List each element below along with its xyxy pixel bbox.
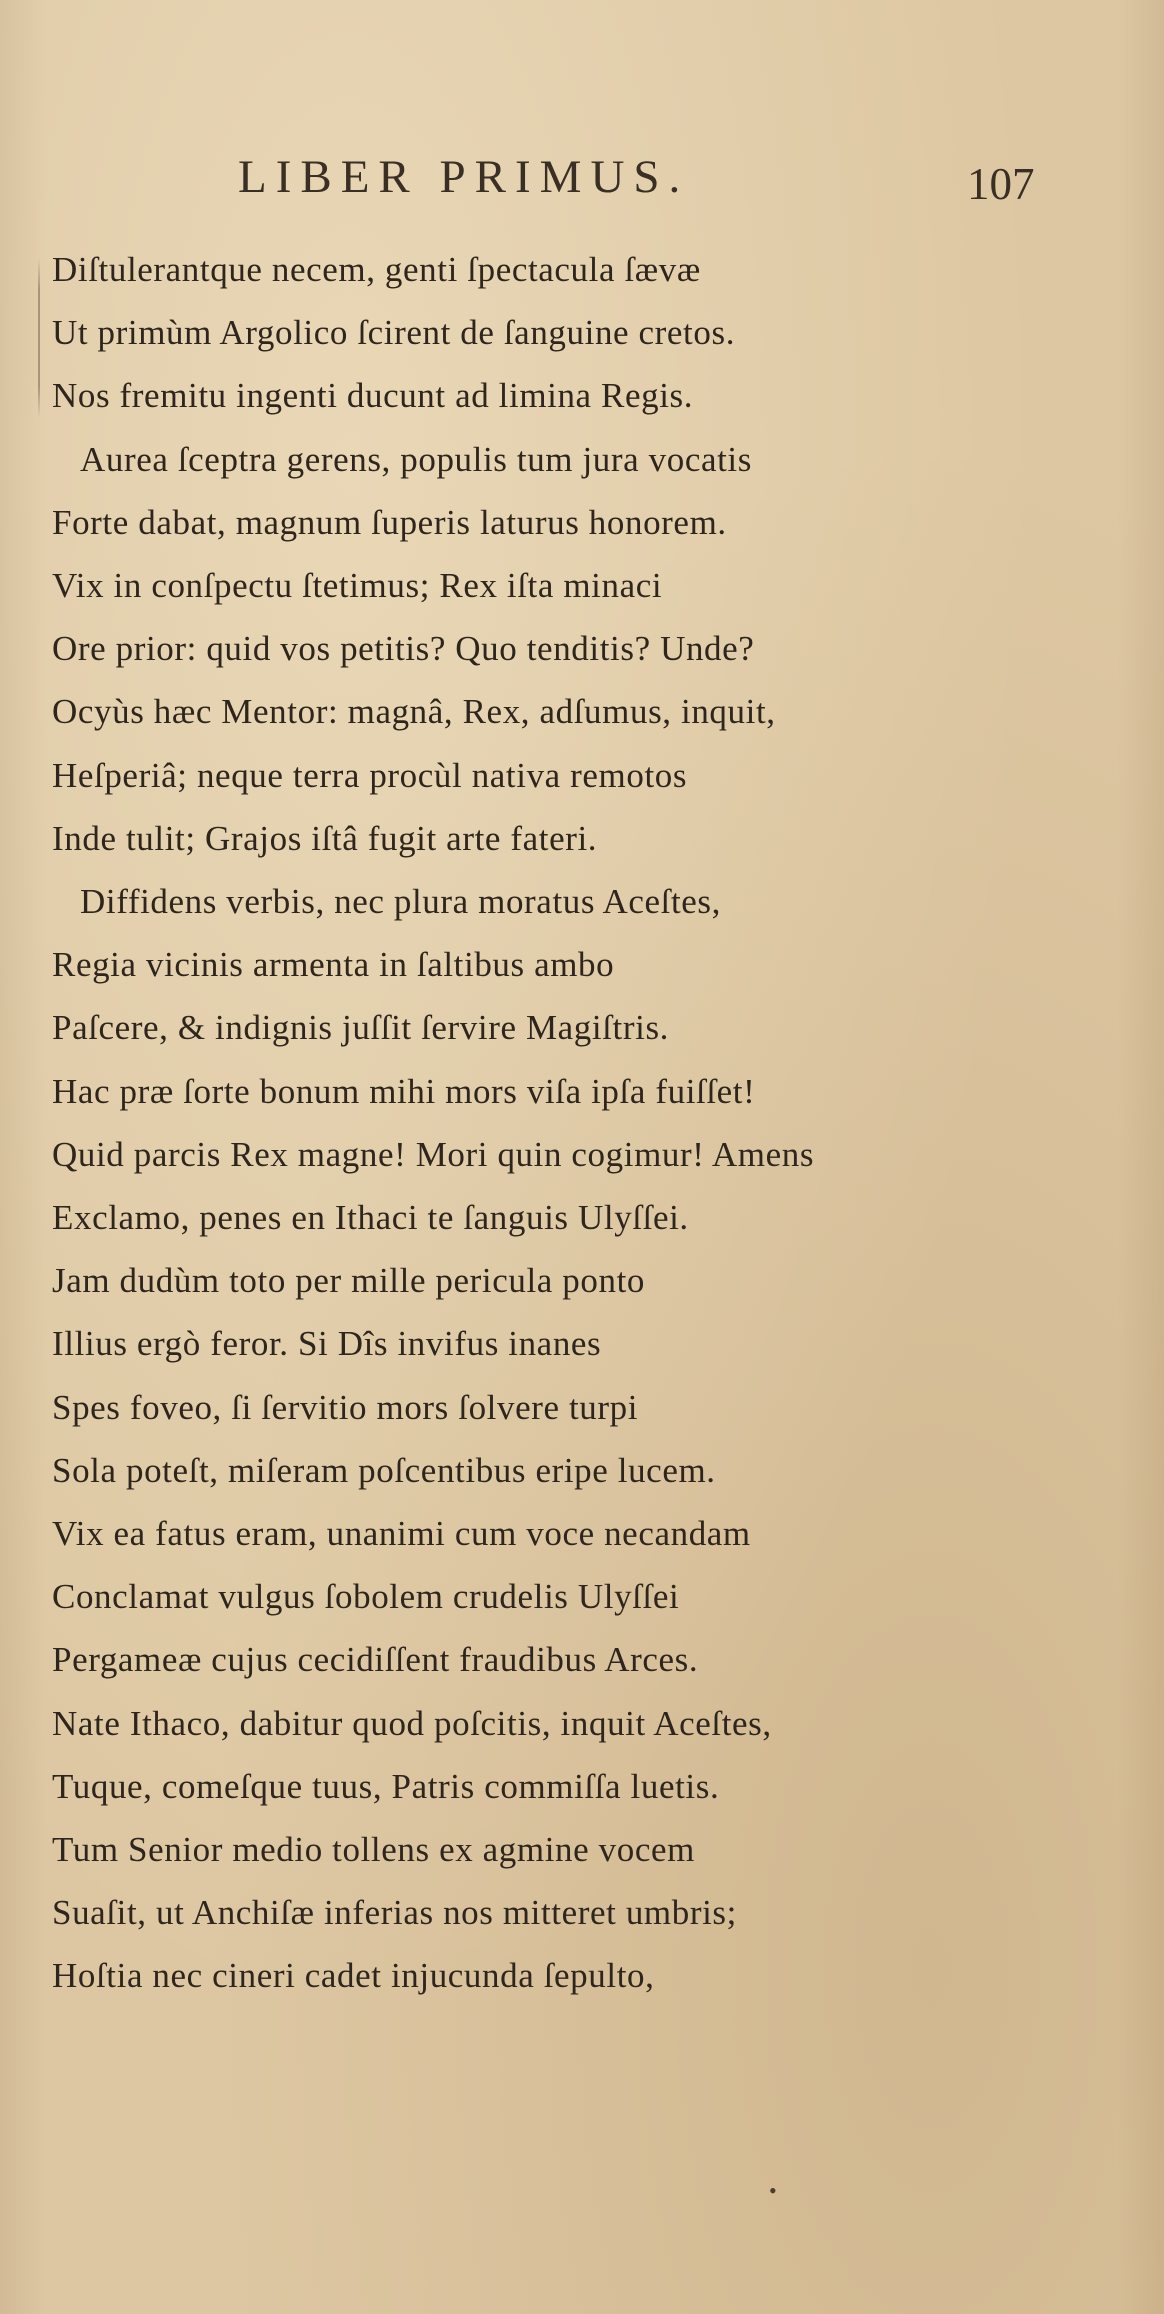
verse-line: Ore prior: quid vos petitis? Quo tenditis? Unde? — [52, 629, 755, 668]
verse-line: Ut primùm Argolico ſcirent de ſanguine cretos. — [52, 313, 736, 352]
verse-line: Hac præ ſorte bonum mihi mors viſa ipſa fuiſſet! — [52, 1072, 756, 1111]
verse-line: Sola poteſt, miſeram poſcentibus eripe lucem. — [52, 1451, 716, 1490]
verse-line: Hoſtia nec cineri cadet injucunda ſepulto, — [52, 1956, 655, 1995]
verse-line: Heſperiâ; neque terra procùl nativa remotos — [52, 756, 688, 795]
verse-line: Suaſit, ut Anchiſæ inferias nos mitteret umbris; — [52, 1893, 737, 1932]
verse-line: Spes foveo, ſi ſervitio mors ſolvere turpi — [52, 1388, 639, 1427]
verse-line: Ocyùs hæc Mentor: magnâ, Rex, adſumus, inquit, — [52, 692, 776, 731]
verse-line: Aurea ſceptra gerens, populis tum jura vocatis — [80, 440, 752, 479]
verse-line: Quid parcis Rex magne! Mori quin cogimur! Amens — [52, 1135, 815, 1174]
verse-line: Exclamo, penes en Ithaci te ſanguis Ulyſſei. — [52, 1198, 689, 1237]
margin-rule — [38, 258, 40, 418]
verse-line: Regia vicinis armenta in ſaltibus ambo — [52, 945, 615, 984]
verse-line: Inde tulit; Grajos iſtâ fugit arte fateri. — [52, 819, 598, 858]
verse-line: Vix ea fatus eram, unanimi cum voce necandam — [52, 1514, 751, 1553]
verse-line: Diffidens verbis, nec plura moratus Aceſtes, — [80, 882, 722, 921]
verse-line: Paſcere, & indignis juſſit ſervire Magiſtris. — [52, 1008, 670, 1047]
verse-line: Diſtulerantque necem, genti ſpectacula ſævæ — [52, 250, 701, 289]
verse-line: Vix in conſpectu ſtetimus; Rex iſta minaci — [52, 566, 663, 605]
verse-line: Nate Ithaco, dabitur quod poſcitis, inquit Aceſtes, — [52, 1704, 772, 1743]
verse-line: Nos fremitu ingenti ducunt ad limina Regis. — [52, 376, 694, 415]
verse-line: Jam dudùm toto per mille pericula ponto — [52, 1261, 646, 1300]
verse-line: Tuque, comeſque tuus, Patris commiſſa luetis. — [52, 1767, 720, 1806]
verse-line: Forte dabat, magnum ſuperis laturus honorem. — [52, 503, 727, 542]
running-title: LIBER PRIMUS. — [238, 151, 690, 203]
verse-line: Illius ergò feror. Si Dîs invifus inanes — [52, 1324, 602, 1363]
verse-line: Pergameæ cujus cecidiſſent fraudibus Arces. — [52, 1640, 699, 1679]
verse-line: Conclamat vulgus ſobolem crudelis Ulyſſei — [52, 1577, 680, 1616]
page-number: 107 — [967, 159, 1035, 209]
verse-line: Tum Senior medio tollens ex agmine vocem — [52, 1830, 695, 1869]
ink-speck: • — [769, 2178, 777, 2203]
